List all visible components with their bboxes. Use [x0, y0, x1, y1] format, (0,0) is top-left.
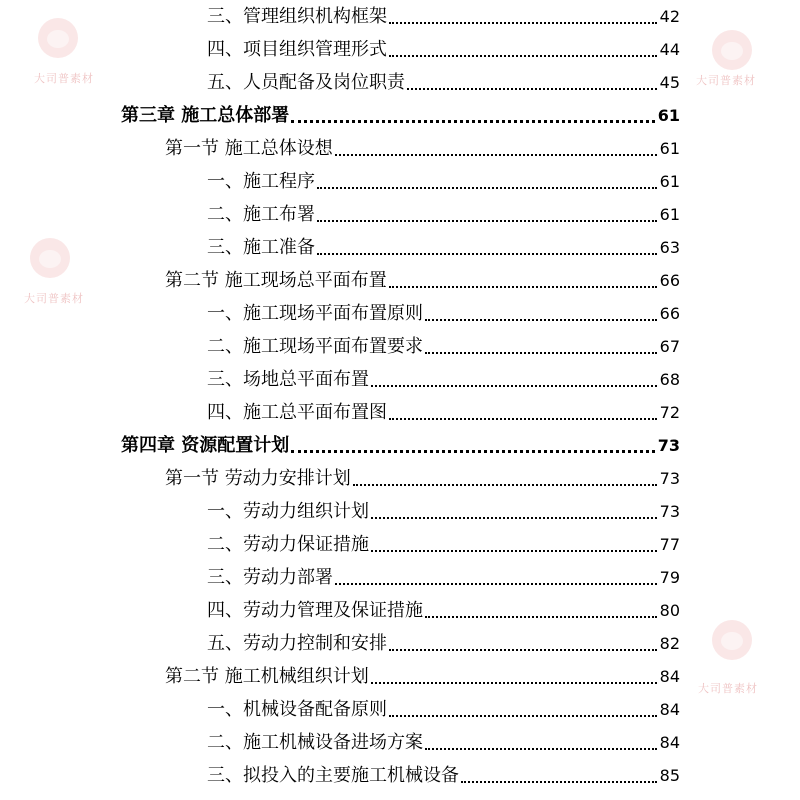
toc-dot-leader — [387, 264, 660, 297]
toc-section-entry[interactable] — [165, 462, 680, 495]
toc-dot-leader — [289, 99, 657, 132]
toc-entry[interactable] — [207, 363, 680, 396]
toc-entry-title: 第一节 劳动力安排计划 — [165, 468, 351, 489]
toc-page-number: 73 — [657, 436, 680, 455]
toc-dot-leader — [369, 495, 660, 528]
toc-entry-title: 三、拟投入的主要施工机械设备 — [207, 765, 459, 786]
toc-entry[interactable] — [207, 297, 680, 330]
toc-page-number: 84 — [659, 733, 680, 752]
toc-page-number: 61 — [657, 106, 680, 125]
toc-entry[interactable] — [207, 198, 680, 231]
toc-entry[interactable] — [207, 759, 680, 792]
toc-entry-title: 四、劳动力管理及保证措施 — [207, 600, 423, 621]
toc-entry-title: 第二节 施工现场总平面布置 — [165, 270, 387, 291]
toc-page-number: 61 — [659, 139, 680, 158]
toc-page-number: 85 — [659, 766, 680, 785]
toc-entry[interactable] — [207, 627, 680, 660]
toc-page-number: 84 — [659, 700, 680, 719]
toc-dot-leader — [315, 231, 660, 264]
toc-entry-title: 五、人员配备及岗位职责 — [207, 72, 405, 93]
toc-page-number: 79 — [659, 568, 680, 587]
toc-dot-leader — [405, 66, 660, 99]
toc-page-number: 72 — [659, 403, 680, 422]
toc-dot-leader — [289, 429, 657, 462]
toc-entry-title: 三、管理组织机构框架 — [207, 6, 387, 27]
toc-page-number: 63 — [659, 238, 680, 257]
toc-dot-leader — [423, 726, 660, 759]
toc-entry[interactable] — [207, 0, 680, 33]
toc-entry-title: 一、劳动力组织计划 — [207, 501, 369, 522]
toc-dot-leader — [387, 627, 660, 660]
toc-chapter-entry[interactable] — [121, 429, 680, 462]
toc-dot-leader — [387, 0, 660, 33]
watermark-text: 大司普素材 — [34, 72, 94, 85]
toc-dot-leader — [315, 165, 660, 198]
toc-entry-title: 四、项目组织管理形式 — [207, 39, 387, 60]
toc-entry-title: 二、劳动力保证措施 — [207, 534, 369, 555]
toc-entry-title: 三、场地总平面布置 — [207, 369, 369, 390]
toc-entry[interactable] — [207, 396, 680, 429]
toc-dot-leader — [459, 759, 660, 792]
toc-entry[interactable] — [207, 495, 680, 528]
toc-dot-leader — [387, 33, 660, 66]
toc-dot-leader — [369, 363, 660, 396]
toc-page-number: 42 — [659, 7, 680, 26]
toc-dot-leader — [369, 528, 660, 561]
toc-entry[interactable] — [207, 33, 680, 66]
toc-dot-leader — [423, 330, 660, 363]
toc-page-number: 66 — [659, 271, 680, 290]
toc-entry[interactable] — [207, 66, 680, 99]
toc-page-number: 61 — [659, 205, 680, 224]
toc-chapter-entry[interactable] — [121, 99, 680, 132]
toc-entry[interactable] — [207, 561, 680, 594]
toc-page-number: 77 — [659, 535, 680, 554]
toc-page-number: 67 — [659, 337, 680, 356]
toc-page-number: 80 — [659, 601, 680, 620]
toc-entry[interactable] — [207, 594, 680, 627]
toc-entry[interactable] — [207, 693, 680, 726]
toc-entry-title: 第一节 施工总体设想 — [165, 138, 333, 159]
toc-entry-title: 二、施工机械设备进场方案 — [207, 732, 423, 753]
toc-entry-title: 三、施工准备 — [207, 237, 315, 258]
toc-entry-title: 一、施工程序 — [207, 171, 315, 192]
toc-dot-leader — [387, 693, 660, 726]
toc-entry-title: 第二节 施工机械组织计划 — [165, 666, 369, 687]
toc-dot-leader — [369, 660, 660, 693]
toc-dot-leader — [333, 132, 660, 165]
toc-dot-leader — [423, 594, 660, 627]
toc-entry-title: 三、劳动力部署 — [207, 567, 333, 588]
toc-dot-leader — [351, 462, 660, 495]
toc-dot-leader — [315, 198, 660, 231]
toc-entry[interactable] — [207, 165, 680, 198]
toc-section-entry[interactable] — [165, 660, 680, 693]
toc-page-number: 82 — [659, 634, 680, 653]
toc-page-number: 73 — [659, 469, 680, 488]
toc-entry-title: 一、施工现场平面布置原则 — [207, 303, 423, 324]
toc-entry-title: 四、施工总平面布置图 — [207, 402, 387, 423]
watermark-text: 大司普素材 — [698, 682, 758, 695]
toc-page-number: 84 — [659, 667, 680, 686]
toc-dot-leader — [333, 561, 660, 594]
watermark-text: 大司普素材 — [24, 292, 84, 305]
toc-dot-leader — [387, 396, 660, 429]
toc-entry[interactable] — [207, 330, 680, 363]
toc-section-entry[interactable] — [165, 264, 680, 297]
toc-entry[interactable] — [207, 528, 680, 561]
toc-page-number: 44 — [659, 40, 680, 59]
toc-entry-title: 第四章 资源配置计划 — [121, 435, 290, 456]
toc-entry-title: 五、劳动力控制和安排 — [207, 633, 387, 654]
toc-entry[interactable] — [207, 231, 680, 264]
toc-entry-title: 二、施工布署 — [207, 204, 315, 225]
toc-entry-title: 一、机械设备配备原则 — [207, 699, 387, 720]
watermark-text: 大司普素材 — [696, 74, 756, 87]
toc-page-number: 73 — [659, 502, 680, 521]
toc-page-number: 66 — [659, 304, 680, 323]
toc-page-number: 61 — [659, 172, 680, 191]
toc-entry[interactable] — [207, 726, 680, 759]
toc-entry-title: 第三章 施工总体部署 — [121, 105, 290, 126]
toc-dot-leader — [423, 297, 660, 330]
toc-page-number: 45 — [659, 73, 680, 92]
toc-section-entry[interactable] — [165, 132, 680, 165]
toc-entry-title: 二、施工现场平面布置要求 — [207, 336, 423, 357]
toc-page-number: 68 — [659, 370, 680, 389]
